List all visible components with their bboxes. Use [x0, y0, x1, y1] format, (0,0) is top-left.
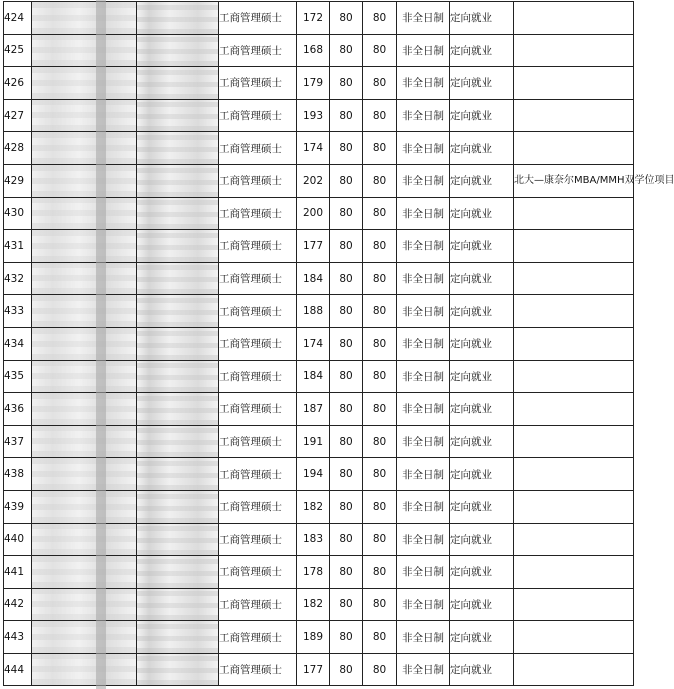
line1-cell: 80 [330, 458, 363, 491]
employment-type-cell: 定向就业 [450, 34, 514, 67]
line1-cell: 80 [330, 556, 363, 589]
score-cell: 187 [297, 393, 330, 426]
line2-cell: 80 [363, 132, 397, 165]
blur-mask [137, 67, 218, 99]
row-index: 442 [4, 588, 32, 621]
major-cell: 工商管理硕士 [219, 425, 297, 458]
blur-mask [137, 198, 218, 230]
redacted-field [137, 653, 219, 686]
redacted-name [32, 458, 137, 491]
blur-mask [137, 100, 218, 132]
row-index: 431 [4, 230, 32, 263]
note-cell [514, 458, 634, 491]
note-cell [514, 490, 634, 523]
line2-cell: 80 [363, 653, 397, 686]
line1-cell: 80 [330, 164, 363, 197]
major-cell: 工商管理硕士 [219, 132, 297, 165]
row-index: 429 [4, 164, 32, 197]
blur-mask [32, 35, 136, 67]
redacted-field [137, 393, 219, 426]
study-mode-cell: 非全日制 [397, 262, 450, 295]
line1-cell: 80 [330, 360, 363, 393]
redacted-name [32, 588, 137, 621]
line2-cell: 80 [363, 34, 397, 67]
blur-mask [137, 35, 218, 67]
study-mode-cell: 非全日制 [397, 99, 450, 132]
blur-mask [32, 426, 136, 458]
line2-cell: 80 [363, 164, 397, 197]
blur-mask [32, 621, 136, 653]
row-index: 441 [4, 556, 32, 589]
major-cell: 工商管理硕士 [219, 523, 297, 556]
study-mode-cell: 非全日制 [397, 653, 450, 686]
redacted-field [137, 327, 219, 360]
major-cell: 工商管理硕士 [219, 556, 297, 589]
blur-mask [32, 295, 136, 327]
study-mode-cell: 非全日制 [397, 67, 450, 100]
row-index: 424 [4, 2, 32, 35]
note-cell [514, 556, 634, 589]
blur-mask [137, 230, 218, 262]
study-mode-cell: 非全日制 [397, 490, 450, 523]
study-mode-cell: 非全日制 [397, 360, 450, 393]
major-cell: 工商管理硕士 [219, 99, 297, 132]
redacted-name [32, 164, 137, 197]
major-cell: 工商管理硕士 [219, 490, 297, 523]
note-cell [514, 197, 634, 230]
row-index: 443 [4, 621, 32, 654]
employment-type-cell: 定向就业 [450, 2, 514, 35]
line2-cell: 80 [363, 556, 397, 589]
major-cell: 工商管理硕士 [219, 34, 297, 67]
study-mode-cell: 非全日制 [397, 393, 450, 426]
study-mode-cell: 非全日制 [397, 230, 450, 263]
note-cell [514, 588, 634, 621]
blur-mask [32, 165, 136, 197]
employment-type-cell: 定向就业 [450, 393, 514, 426]
redacted-name [32, 295, 137, 328]
row-index: 434 [4, 327, 32, 360]
redacted-field [137, 588, 219, 621]
employment-type-cell: 定向就业 [450, 425, 514, 458]
major-cell: 工商管理硕士 [219, 653, 297, 686]
row-index: 432 [4, 262, 32, 295]
blur-mask [137, 393, 218, 425]
row-index: 428 [4, 132, 32, 165]
redacted-name [32, 132, 137, 165]
blur-mask [137, 2, 218, 34]
line1-cell: 80 [330, 621, 363, 654]
redacted-field [137, 197, 219, 230]
note-cell [514, 295, 634, 328]
row-index: 430 [4, 197, 32, 230]
note-cell [514, 132, 634, 165]
study-mode-cell: 非全日制 [397, 523, 450, 556]
blur-mask [137, 263, 218, 295]
study-mode-cell: 非全日制 [397, 621, 450, 654]
score-cell: 182 [297, 490, 330, 523]
blur-mask [32, 589, 136, 621]
score-cell: 168 [297, 34, 330, 67]
employment-type-cell: 定向就业 [450, 197, 514, 230]
blur-mask [137, 132, 218, 164]
redacted-field [137, 523, 219, 556]
redacted-field [137, 132, 219, 165]
redacted-field [137, 99, 219, 132]
row-index: 440 [4, 523, 32, 556]
employment-type-cell: 定向就业 [450, 588, 514, 621]
blur-mask [32, 132, 136, 164]
note-cell [514, 327, 634, 360]
redacted-field [137, 262, 219, 295]
blur-mask [137, 556, 218, 588]
major-cell: 工商管理硕士 [219, 197, 297, 230]
redacted-name [32, 262, 137, 295]
redacted-field [137, 490, 219, 523]
note-cell [514, 621, 634, 654]
note-cell [514, 393, 634, 426]
redacted-name [32, 556, 137, 589]
line1-cell: 80 [330, 588, 363, 621]
blur-mask [137, 165, 218, 197]
score-cell: 188 [297, 295, 330, 328]
study-mode-cell: 非全日制 [397, 295, 450, 328]
line1-cell: 80 [330, 230, 363, 263]
study-mode-cell: 非全日制 [397, 197, 450, 230]
note-cell [514, 425, 634, 458]
study-mode-cell: 非全日制 [397, 2, 450, 35]
major-cell: 工商管理硕士 [219, 230, 297, 263]
score-cell: 194 [297, 458, 330, 491]
employment-type-cell: 定向就业 [450, 67, 514, 100]
blur-mask [32, 198, 136, 230]
line2-cell: 80 [363, 327, 397, 360]
note-cell [514, 230, 634, 263]
score-cell: 174 [297, 327, 330, 360]
row-index: 426 [4, 67, 32, 100]
row-index: 444 [4, 653, 32, 686]
study-mode-cell: 非全日制 [397, 132, 450, 165]
study-mode-cell: 非全日制 [397, 458, 450, 491]
blur-mask [137, 328, 218, 360]
line2-cell: 80 [363, 523, 397, 556]
redacted-name [32, 67, 137, 100]
note-cell [514, 262, 634, 295]
line1-cell: 80 [330, 132, 363, 165]
line1-cell: 80 [330, 262, 363, 295]
employment-type-cell: 定向就业 [450, 132, 514, 165]
blur-mask [32, 67, 136, 99]
major-cell: 工商管理硕士 [219, 164, 297, 197]
study-mode-cell: 非全日制 [397, 556, 450, 589]
note-cell [514, 360, 634, 393]
major-cell: 工商管理硕士 [219, 458, 297, 491]
line2-cell: 80 [363, 230, 397, 263]
employment-type-cell: 定向就业 [450, 327, 514, 360]
blur-mask [32, 654, 136, 686]
score-cell: 191 [297, 425, 330, 458]
line1-cell: 80 [330, 99, 363, 132]
blur-mask [32, 524, 136, 556]
line2-cell: 80 [363, 197, 397, 230]
redacted-name [32, 230, 137, 263]
blur-mask [137, 654, 218, 686]
study-mode-cell: 非全日制 [397, 164, 450, 197]
line1-cell: 80 [330, 393, 363, 426]
major-cell: 工商管理硕士 [219, 67, 297, 100]
line1-cell: 80 [330, 327, 363, 360]
employment-type-cell: 定向就业 [450, 164, 514, 197]
redaction-stripe [96, 0, 106, 689]
redacted-field [137, 230, 219, 263]
study-mode-cell: 非全日制 [397, 425, 450, 458]
line2-cell: 80 [363, 425, 397, 458]
redacted-name [32, 327, 137, 360]
blur-mask [32, 361, 136, 393]
score-cell: 178 [297, 556, 330, 589]
line2-cell: 80 [363, 262, 397, 295]
score-cell: 172 [297, 2, 330, 35]
employment-type-cell: 定向就业 [450, 262, 514, 295]
blur-mask [32, 100, 136, 132]
line2-cell: 80 [363, 621, 397, 654]
note-cell [514, 2, 634, 35]
redacted-name [32, 393, 137, 426]
employment-type-cell: 定向就业 [450, 523, 514, 556]
major-cell: 工商管理硕士 [219, 588, 297, 621]
note-cell: 北大—康奈尔MBA/MMH双学位项目 [514, 164, 634, 197]
redacted-name [32, 2, 137, 35]
row-index: 427 [4, 99, 32, 132]
redacted-name [32, 425, 137, 458]
line1-cell: 80 [330, 425, 363, 458]
blur-mask [32, 556, 136, 588]
score-cell: 182 [297, 588, 330, 621]
blur-mask [137, 458, 218, 490]
score-cell: 202 [297, 164, 330, 197]
blur-mask [32, 230, 136, 262]
score-cell: 177 [297, 230, 330, 263]
row-index: 433 [4, 295, 32, 328]
employment-type-cell: 定向就业 [450, 556, 514, 589]
redacted-name [32, 490, 137, 523]
note-cell [514, 653, 634, 686]
line2-cell: 80 [363, 393, 397, 426]
line2-cell: 80 [363, 458, 397, 491]
blur-mask [32, 491, 136, 523]
row-index: 435 [4, 360, 32, 393]
redacted-field [137, 458, 219, 491]
line1-cell: 80 [330, 523, 363, 556]
line1-cell: 80 [330, 653, 363, 686]
employment-type-cell: 定向就业 [450, 458, 514, 491]
blur-mask [137, 524, 218, 556]
row-index: 437 [4, 425, 32, 458]
redacted-field [137, 425, 219, 458]
blur-mask [137, 361, 218, 393]
line1-cell: 80 [330, 197, 363, 230]
line1-cell: 80 [330, 2, 363, 35]
redacted-field [137, 67, 219, 100]
line1-cell: 80 [330, 295, 363, 328]
employment-type-cell: 定向就业 [450, 360, 514, 393]
line2-cell: 80 [363, 360, 397, 393]
employment-type-cell: 定向就业 [450, 99, 514, 132]
score-cell: 174 [297, 132, 330, 165]
redacted-field [137, 2, 219, 35]
study-mode-cell: 非全日制 [397, 34, 450, 67]
redacted-field [137, 621, 219, 654]
redacted-name [32, 523, 137, 556]
score-cell: 189 [297, 621, 330, 654]
major-cell: 工商管理硕士 [219, 295, 297, 328]
major-cell: 工商管理硕士 [219, 2, 297, 35]
blur-mask [137, 426, 218, 458]
line2-cell: 80 [363, 67, 397, 100]
blur-mask [32, 328, 136, 360]
redacted-name [32, 621, 137, 654]
line2-cell: 80 [363, 99, 397, 132]
redacted-name [32, 653, 137, 686]
line1-cell: 80 [330, 490, 363, 523]
major-cell: 工商管理硕士 [219, 327, 297, 360]
redacted-name [32, 99, 137, 132]
blur-mask [137, 491, 218, 523]
note-cell [514, 523, 634, 556]
study-mode-cell: 非全日制 [397, 588, 450, 621]
redacted-name [32, 360, 137, 393]
blur-mask [32, 393, 136, 425]
blur-mask [32, 2, 136, 34]
employment-type-cell: 定向就业 [450, 230, 514, 263]
line1-cell: 80 [330, 67, 363, 100]
blur-mask [137, 621, 218, 653]
employment-type-cell: 定向就业 [450, 621, 514, 654]
redacted-field [137, 34, 219, 67]
redacted-field [137, 556, 219, 589]
major-cell: 工商管理硕士 [219, 262, 297, 295]
score-cell: 200 [297, 197, 330, 230]
major-cell: 工商管理硕士 [219, 393, 297, 426]
line2-cell: 80 [363, 588, 397, 621]
blur-mask [32, 458, 136, 490]
employment-type-cell: 定向就业 [450, 653, 514, 686]
note-cell [514, 67, 634, 100]
note-cell [514, 34, 634, 67]
row-index: 425 [4, 34, 32, 67]
redacted-name [32, 34, 137, 67]
study-mode-cell: 非全日制 [397, 327, 450, 360]
blur-mask [32, 263, 136, 295]
line1-cell: 80 [330, 34, 363, 67]
line2-cell: 80 [363, 2, 397, 35]
redacted-field [137, 164, 219, 197]
redacted-name [32, 197, 137, 230]
score-cell: 193 [297, 99, 330, 132]
redacted-field [137, 360, 219, 393]
score-cell: 179 [297, 67, 330, 100]
line2-cell: 80 [363, 490, 397, 523]
employment-type-cell: 定向就业 [450, 295, 514, 328]
score-cell: 184 [297, 262, 330, 295]
major-cell: 工商管理硕士 [219, 360, 297, 393]
score-cell: 183 [297, 523, 330, 556]
row-index: 439 [4, 490, 32, 523]
blur-mask [137, 295, 218, 327]
line2-cell: 80 [363, 295, 397, 328]
row-index: 436 [4, 393, 32, 426]
redacted-field [137, 295, 219, 328]
row-index: 438 [4, 458, 32, 491]
note-cell [514, 99, 634, 132]
employment-type-cell: 定向就业 [450, 490, 514, 523]
blur-mask [137, 589, 218, 621]
major-cell: 工商管理硕士 [219, 621, 297, 654]
score-cell: 177 [297, 653, 330, 686]
score-cell: 184 [297, 360, 330, 393]
